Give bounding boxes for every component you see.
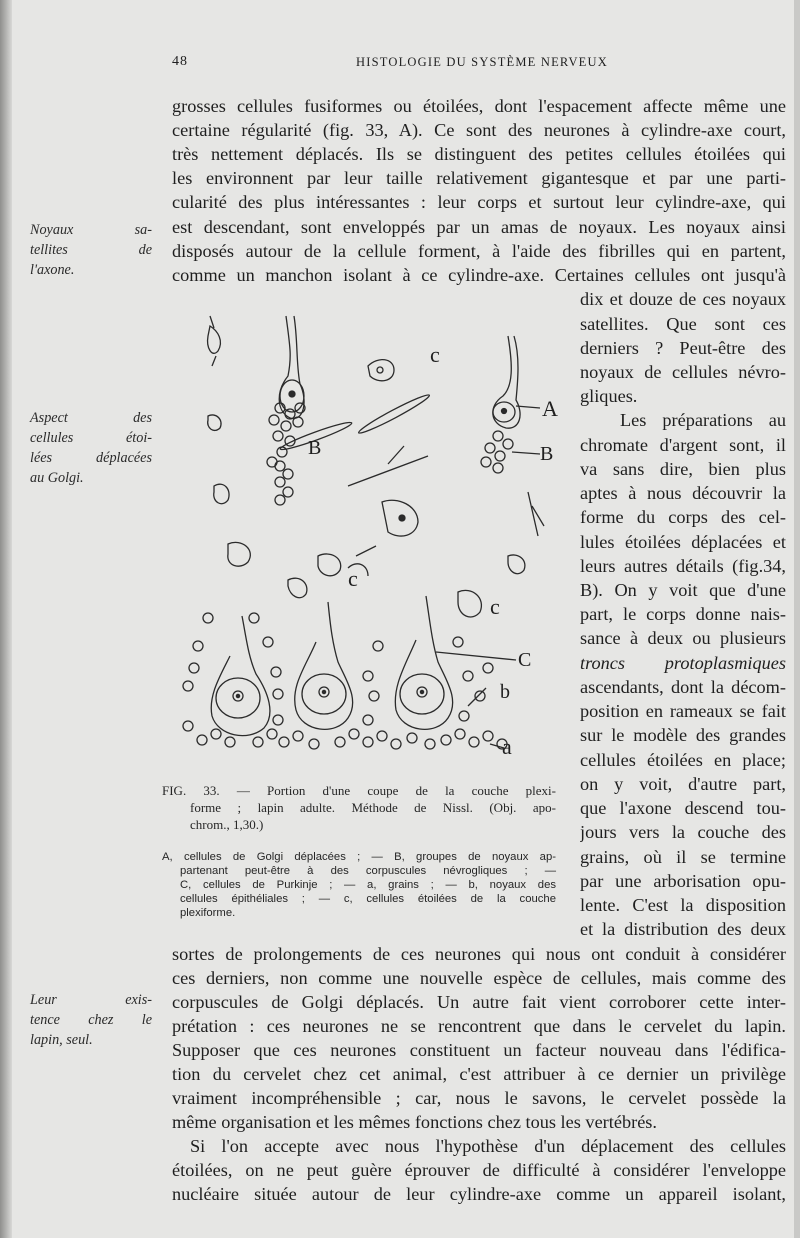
label-c-top: c [430,342,440,367]
label-B-left: B [308,437,322,459]
text-line: grosses cellules fusiformes ou étoilées, dont l'espacement affecte même une [172,96,786,116]
margin-line: au Golgi. [30,470,84,486]
figure-illustration [168,296,568,770]
legend-line: cellules épithéliales ; — c, cellules étoilées de la couche [180,893,556,905]
text-line: prétation : ces neurones ne se rencontrent que dans le cervelet du lapin. [172,1016,786,1036]
text-line: jours vers la couche des [580,822,786,842]
margin-line: Leur exis- [30,992,152,1008]
text-line: sortes de prolongements de ces neurones qui nous ont conduit à considérer [172,944,786,964]
text-line: vraiment incompréhensible ; car, nous le savons, le cervelet possède la [172,1088,786,1108]
label-c-right: c [490,594,500,619]
margin-line: lapin, seul. [30,1032,93,1048]
text-line: et la distribution des deux [580,919,786,939]
label-c-middle: c [348,566,358,591]
text-line: derniers ? Peut-être des [580,338,786,358]
text-line: forme du corps des cel- [580,507,786,527]
label-B-right: B [540,443,554,465]
text-line: dix et douze de ces noyaux [580,289,786,309]
margin-line: Aspect des [30,410,152,426]
text-line: corpuscules de Golgi déplacés. Un autre fait vient corroborer cette inter- [172,992,786,1012]
legend-line: plexiforme. [180,907,236,919]
page-number: 48 [172,54,188,69]
figure-33-histology-drawing [168,296,568,770]
margin-line: Noyaux sa- [30,222,152,238]
margin-note-aspect [30,408,152,488]
text-line: Les préparations au [620,410,786,430]
text-line: noyaux de cellules névro- [580,362,786,382]
text-line: disposés autour de la cellule forment, à l'aide des fibrilles qui en partent, [172,241,786,261]
text-line: est descendant, sont enveloppés par un amas de noyaux. Les noyaux ainsi [172,217,786,237]
text-line: B). On y voit que d'une [580,580,786,600]
text-line: lules étoilées déplacées et [580,532,786,552]
margin-line: lées déplacées [30,450,152,466]
text-line: position en rameaux se fait [580,701,786,721]
text-line: Si l'on accepte avec nous l'hypothèse d'un déplacement des cellules [190,1136,786,1156]
text-line: part, le corps donne nais- [580,604,786,624]
margin-note-satellites [30,220,152,280]
figure-caption [162,782,556,833]
text-line: que l'axone descend tou- [580,798,786,818]
text-line: Supposer que ces neurones constituent un facteur nouveau dans l'édifica- [172,1040,786,1060]
text-line: même organisation et les mêmes fonctions chez tous les vertébrés. [172,1112,657,1132]
caption-line: FIG. 33. — Portion d'une coupe de la couche plexi- [162,783,556,798]
running-title: HISTOLOGIE DU SYSTÈME NERVEUX [356,55,608,69]
margin-line: l'axone. [30,262,75,278]
text-line: grains, où il se termine [580,847,786,867]
text-line: nucléaire située autour de leur cylindre-axe comme un appareil isolant, [172,1184,786,1204]
figure-legend [162,850,556,920]
text-line: va sans dire, bien plus [580,459,786,479]
text-line: sur le modèle des grandes [580,725,786,745]
text-line: aptes à nous découvrir la [580,483,786,503]
margin-line: tence chez le [30,1012,152,1028]
text-line: on y voit, d'autre part, [580,774,786,794]
text-line: gliques. [580,386,638,406]
text-line: leurs autres détails (fig.34, [580,556,786,576]
margin-line: cellules étoi- [30,430,152,446]
text-line: cularité des plus intéressantes : leur corps et surtout leur cylindre-axe, qui [172,192,786,212]
margin-note-existence [30,990,152,1050]
text-line: troncs protoplasmiques [580,653,786,673]
text-line: ces derniers, non comme une nouvelle espèce de cellules, mais comme des [172,968,786,988]
text-line: sance à deux ou plusieurs [580,628,786,648]
text-line: cellules étoilées en place; [580,750,786,770]
legend-line: C, cellules de Purkinje ; — a, grains ; — b, noyaux des [180,879,556,891]
label-a: a [502,734,512,759]
text-line: tion du cervelet chez cet animal, c'est attribuer à ce dernier un privilège [172,1064,786,1084]
text-line: chromate d'argent sont, il [580,435,786,455]
text-line: lente. C'est la disposition [580,895,786,915]
page-binding-edge [0,0,12,1238]
label-C: C [518,649,532,671]
caption-line: chrom., 1,30.) [190,817,264,832]
text-line: comme un manchon isolant à ce cylindre-axe. Certaines cellules ont jusqu'à [172,265,786,285]
text-line: ascendants, dont la décom- [580,677,786,697]
caption-line: forme ; lapin adulte. Méthode de Nissl. (Obj. apo- [190,800,556,815]
text-line: étoilées, on ne peut guère éprouver de difficulté à considérer l'enveloppe [172,1160,786,1180]
legend-line: partenant peut-être à des corpuscules névrogliques ; — [180,865,556,877]
legend-line: A, cellules de Golgi déplacées ; — B, groupes de noyaux ap- [162,851,556,863]
label-b: b [500,681,510,703]
margin-line: tellites de [30,242,152,258]
text-line: certaine régularité (fig. 33, A). Ce sont des neurones à cylindre-axe court, [172,120,786,140]
label-A: A [542,396,558,421]
text-line: satellites. Que sont ces [580,314,786,334]
text-line: les environnent par leur taille relativement gigantesque et par une parti- [172,168,786,188]
page-right-edge [794,0,800,1238]
text-line: très nettement déplacés. Ils se distinguent des petites cellules étoilées qui [172,144,786,164]
text-line: par une arborisation opu- [580,871,786,891]
